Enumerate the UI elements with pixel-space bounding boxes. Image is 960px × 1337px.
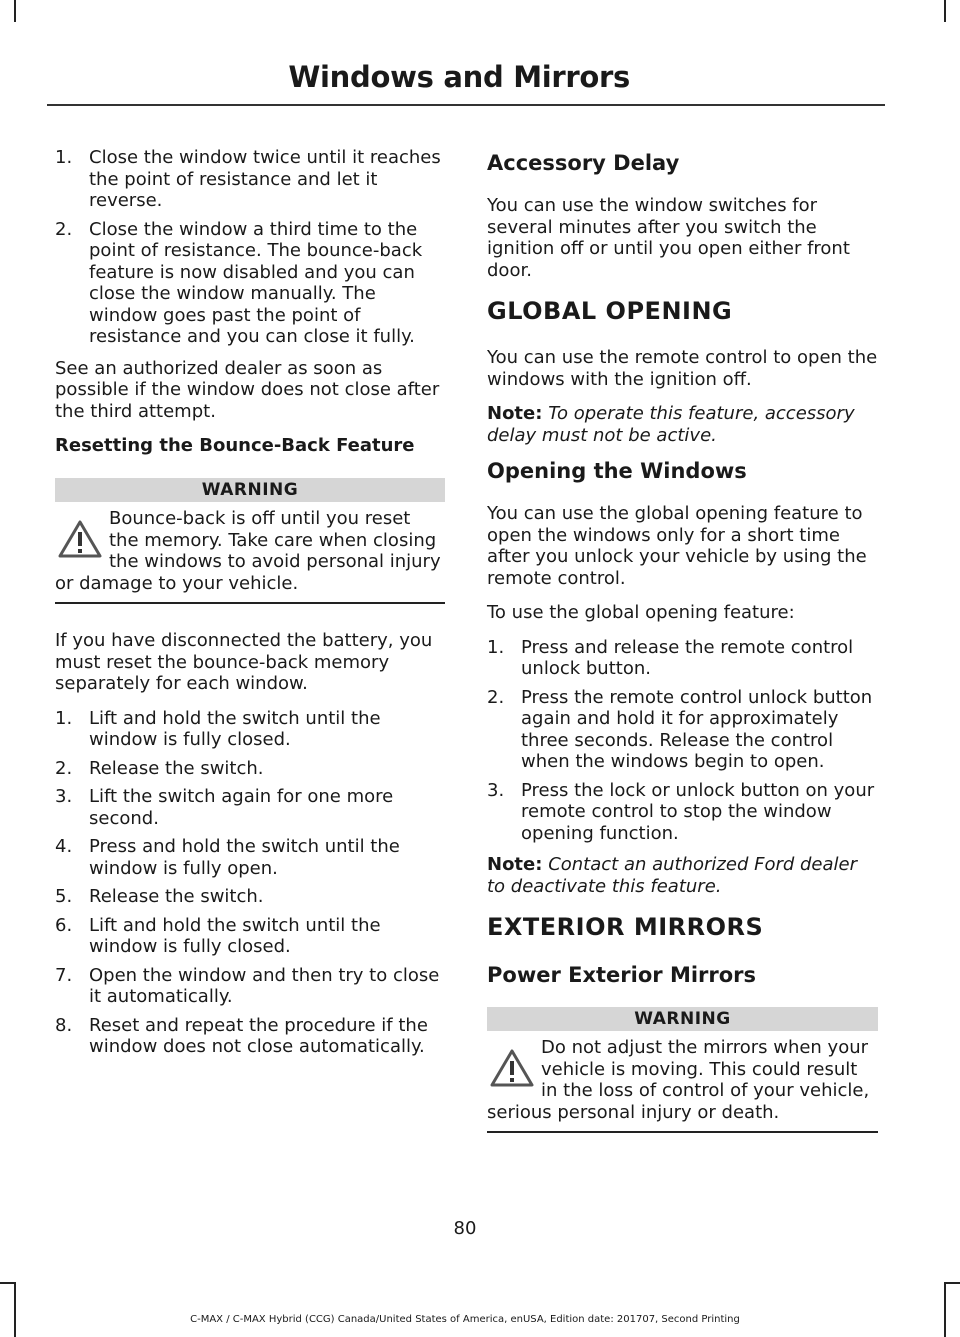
crop-mark-top-right (944, 0, 946, 22)
list-item: 3. Press the lock or unlock button on your remote control to stop the window opening function. (487, 779, 875, 844)
list-item: 4. Press and hold the switch until the window is fully open. (55, 836, 400, 879)
use-global-opening-paragraph: To use the global opening feature: (487, 602, 795, 623)
crop-mark-bottom-left (14, 1282, 16, 1337)
opening-windows-paragraph: You can use the global opening feature to open the windows only for a short time after you unlock your vehicle by using the remote control. (487, 503, 867, 589)
opening-steps-list (487, 637, 878, 845)
battery-paragraph: If you have disconnected the battery, you must reset the bounce-back memory separately for each window. (55, 630, 433, 694)
accessory-delay-heading: Accessory Delay (487, 151, 680, 175)
list-item: 7. Open the window and then try to close it automatically. (55, 964, 440, 1007)
header-divider (47, 104, 885, 106)
warning-text: Bounce-back is off until you reset the memory. Take care when closing the windows to avoid personal injury or damage to your vehicle. (55, 508, 441, 594)
list-item: 1. Lift and hold the switch until the window is fully closed. (55, 707, 381, 750)
crop-mark-bottom-right-h (946, 1282, 960, 1284)
page-number: 80 (453, 1218, 477, 1239)
warning-text: Do not adjust the mirrors when your vehicle is moving. This could result in the loss of control of your vehicle, serious personal injury or death. (487, 1037, 870, 1123)
note-deactivate: Note: Contact an authorized Ford dealer to deactivate this feature. (487, 854, 858, 897)
crop-mark-top-left (14, 0, 16, 22)
list-item: 1. Close the window twice until it reaches the point of resistance and let it reverse. (55, 147, 441, 211)
bounce-back-disable-list (55, 147, 445, 348)
note-accessory-delay: Note: To operate this feature, accessory delay must not be active. (487, 403, 855, 446)
left-column (55, 147, 445, 1068)
warning-box (487, 1007, 878, 1133)
page-title: Windows and Mirrors (288, 60, 630, 94)
reset-heading: Resetting the Bounce-Back Feature (55, 435, 415, 456)
footer-edition-info: C-MAX / C-MAX Hybrid (CCG) Canada/United States of America, enUSA, Edition date: 201707, Second Printing (190, 1314, 740, 1325)
warning-triangle-icon (487, 1041, 537, 1095)
list-item: 1. Press and release the remote control unlock button. (487, 636, 854, 679)
right-column (487, 147, 878, 1159)
accessory-delay-paragraph: You can use the window switches for several minutes after you switch the ignition off or until you open either front door. (487, 195, 850, 281)
crop-mark-bottom-right (944, 1282, 946, 1337)
warning-box (55, 478, 445, 604)
power-mirrors-heading: Power Exterior Mirrors (487, 963, 757, 987)
warning-label: WARNING (487, 1007, 878, 1031)
global-opening-paragraph: You can use the remote control to open the windows with the ignition off. (487, 347, 878, 390)
warning-label: WARNING (55, 478, 445, 502)
reset-steps-list (55, 708, 445, 1058)
warning-triangle-icon (55, 512, 105, 566)
opening-windows-heading: Opening the Windows (487, 459, 747, 483)
dealer-paragraph: See an authorized dealer as soon as possible if the window does not close after the third attempt. (55, 357, 440, 422)
exterior-mirrors-heading: EXTERIOR MIRRORS (487, 913, 764, 941)
list-item: 2. Close the window a third time to the point of resistance. The bounce-back feature is now disabled and you can close the window manually. The window goes past the point of resistance and you can close it fully. (55, 218, 423, 347)
list-item: 3. Lift the switch again for one more second. (55, 786, 394, 829)
list-item: 5. Release the switch. (55, 886, 264, 907)
crop-mark-bottom-left-h (0, 1282, 14, 1284)
global-opening-heading: GLOBAL OPENING (487, 297, 733, 325)
list-item: 6. Lift and hold the switch until the window is fully closed. (55, 914, 381, 957)
list-item: 8. Reset and repeat the procedure if the window does not close automatically. (55, 1014, 428, 1057)
list-item: 2. Release the switch. (55, 757, 264, 779)
list-item: 2. Press the remote control unlock button again and hold it for approximately three seconds. Release the control when the windows begin to open. (487, 686, 873, 772)
